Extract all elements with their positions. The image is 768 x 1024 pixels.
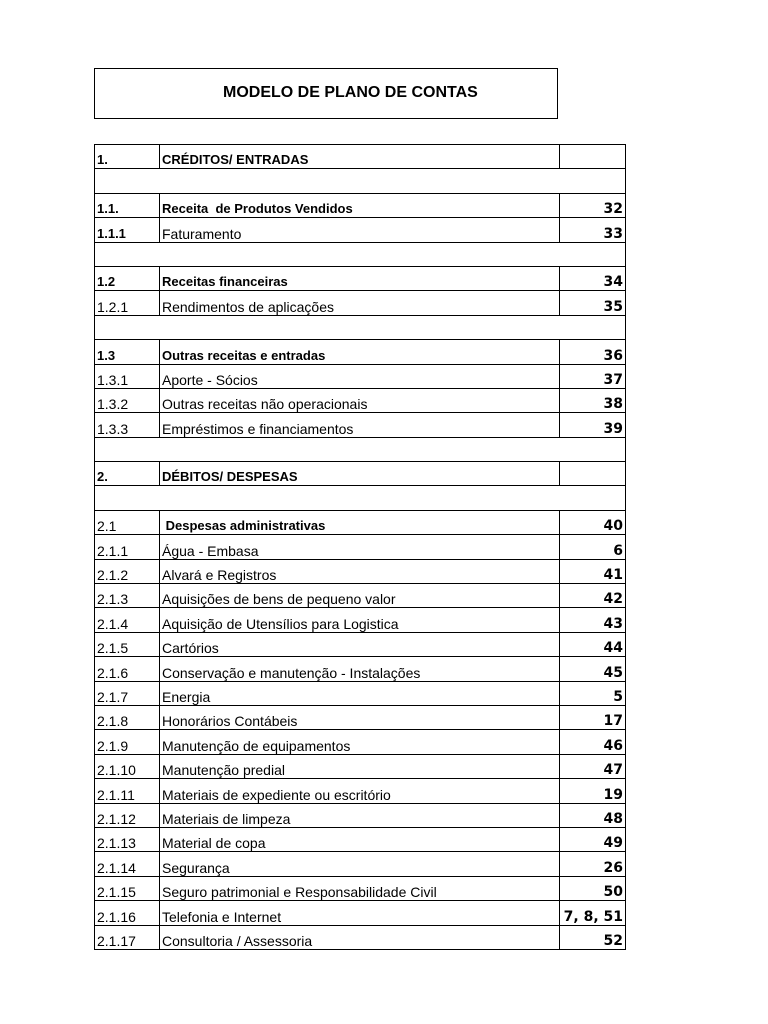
- account-reference: [560, 462, 626, 486]
- account-code: [95, 437, 160, 461]
- accounts-table-body: [95, 145, 626, 950]
- account-code: 2.1.12: [95, 803, 160, 827]
- spacer-row: [95, 486, 626, 510]
- account-reference: 7, 8, 51: [560, 901, 626, 925]
- account-row: [95, 388, 626, 412]
- account-name: Manutenção predial: [160, 754, 560, 778]
- account-row: [95, 779, 626, 803]
- account-row: [95, 657, 626, 681]
- account-name: Telefonia e Internet: [160, 901, 560, 925]
- account-reference: 40: [560, 510, 626, 534]
- account-reference: 38: [560, 388, 626, 412]
- account-row: [95, 510, 626, 534]
- account-code: 2.1: [95, 510, 160, 534]
- spacer-row: [95, 169, 626, 193]
- account-code: [95, 315, 160, 339]
- account-name: Outras receitas não operacionais: [160, 388, 560, 412]
- spacer-row: [95, 242, 626, 266]
- account-reference: 43: [560, 608, 626, 632]
- account-code: 2.1.4: [95, 608, 160, 632]
- account-name: [160, 315, 560, 339]
- chart-of-accounts-table: [94, 144, 626, 950]
- account-code: 1.3.3: [95, 413, 160, 437]
- account-row: [95, 584, 626, 608]
- account-reference: 19: [560, 779, 626, 803]
- account-code: 1.3.1: [95, 364, 160, 388]
- spacer-row: [95, 437, 626, 461]
- title-box: [94, 68, 558, 119]
- account-code: 1.1.1: [95, 218, 160, 242]
- account-reference: 32: [560, 193, 626, 217]
- account-reference: 46: [560, 730, 626, 754]
- account-code: 2.1.3: [95, 584, 160, 608]
- account-code: 2.1.5: [95, 632, 160, 656]
- account-row: [95, 193, 626, 217]
- account-reference: [560, 145, 626, 169]
- account-name: Aporte - Sócios: [160, 364, 560, 388]
- account-reference: 6: [560, 535, 626, 559]
- account-reference: 36: [560, 340, 626, 364]
- account-code: 2.1.15: [95, 876, 160, 900]
- account-code: 2.1.9: [95, 730, 160, 754]
- account-reference: 26: [560, 852, 626, 876]
- account-reference: 37: [560, 364, 626, 388]
- account-name: Rendimentos de aplicações: [160, 291, 560, 315]
- account-code: 1.3.2: [95, 388, 160, 412]
- account-reference: 49: [560, 827, 626, 851]
- account-row: [95, 632, 626, 656]
- account-code: 2.1.17: [95, 925, 160, 949]
- account-code: 1.2: [95, 266, 160, 290]
- account-row: [95, 681, 626, 705]
- account-reference: [560, 315, 626, 339]
- account-code: 2.1.8: [95, 705, 160, 729]
- account-reference: 52: [560, 925, 626, 949]
- account-row: [95, 754, 626, 778]
- account-name: [160, 486, 560, 510]
- account-reference: [560, 437, 626, 461]
- account-code: 2.1.13: [95, 827, 160, 851]
- account-code: 1.1.: [95, 193, 160, 217]
- account-row: [95, 608, 626, 632]
- account-reference: 33: [560, 218, 626, 242]
- account-reference: 45: [560, 657, 626, 681]
- account-reference: [560, 242, 626, 266]
- account-code: 2.1.14: [95, 852, 160, 876]
- account-row: [95, 145, 626, 169]
- account-reference: 48: [560, 803, 626, 827]
- account-reference: 41: [560, 559, 626, 583]
- account-name: Despesas administrativas: [160, 510, 560, 534]
- account-name: Seguro patrimonial e Responsabilidade Civil: [160, 876, 560, 900]
- account-reference: 34: [560, 266, 626, 290]
- account-name: Aquisições de bens de pequeno valor: [160, 584, 560, 608]
- account-name: [160, 437, 560, 461]
- account-name: [160, 242, 560, 266]
- account-name: Faturamento: [160, 218, 560, 242]
- account-code: 2.1.2: [95, 559, 160, 583]
- account-name: Honorários Contábeis: [160, 705, 560, 729]
- account-name: Água - Embasa: [160, 535, 560, 559]
- account-name: Outras receitas e entradas: [160, 340, 560, 364]
- account-row: [95, 559, 626, 583]
- account-name: Cartórios: [160, 632, 560, 656]
- account-reference: 39: [560, 413, 626, 437]
- account-name: DÉBITOS/ DESPESAS: [160, 462, 560, 486]
- account-name: Aquisição de Utensílios para Logistica: [160, 608, 560, 632]
- account-row: [95, 730, 626, 754]
- account-reference: 42: [560, 584, 626, 608]
- account-reference: 17: [560, 705, 626, 729]
- account-reference: 5: [560, 681, 626, 705]
- account-code: [95, 486, 160, 510]
- account-name: CRÉDITOS/ ENTRADAS: [160, 145, 560, 169]
- document-title: MODELO DE PLANO DE CONTAS: [223, 84, 478, 101]
- account-code: 2.1.7: [95, 681, 160, 705]
- account-code: [95, 169, 160, 193]
- account-name: Conservação e manutenção - Instalações: [160, 657, 560, 681]
- account-name: Energia: [160, 681, 560, 705]
- account-row: [95, 803, 626, 827]
- account-row: [95, 535, 626, 559]
- account-name: Materiais de limpeza: [160, 803, 560, 827]
- account-row: [95, 925, 626, 949]
- account-name: Empréstimos e financiamentos: [160, 413, 560, 437]
- account-name: Material de copa: [160, 827, 560, 851]
- account-row: [95, 827, 626, 851]
- account-reference: [560, 486, 626, 510]
- account-reference: 47: [560, 754, 626, 778]
- account-code: 2.1.16: [95, 901, 160, 925]
- account-code: 2.: [95, 462, 160, 486]
- account-row: [95, 876, 626, 900]
- account-name: [160, 169, 560, 193]
- account-code: 1.: [95, 145, 160, 169]
- account-row: [95, 340, 626, 364]
- account-code: 1.2.1: [95, 291, 160, 315]
- account-code: 2.1.1: [95, 535, 160, 559]
- account-name: Segurança: [160, 852, 560, 876]
- account-reference: 44: [560, 632, 626, 656]
- account-name: Receita de Produtos Vendidos: [160, 193, 560, 217]
- account-reference: [560, 169, 626, 193]
- account-row: [95, 218, 626, 242]
- account-code: [95, 242, 160, 266]
- account-row: [95, 901, 626, 925]
- spacer-row: [95, 315, 626, 339]
- account-code: 1.3: [95, 340, 160, 364]
- account-code: 2.1.6: [95, 657, 160, 681]
- account-code: 2.1.11: [95, 779, 160, 803]
- account-name: Receitas financeiras: [160, 266, 560, 290]
- account-reference: 50: [560, 876, 626, 900]
- account-row: [95, 462, 626, 486]
- account-reference: 35: [560, 291, 626, 315]
- account-row: [95, 364, 626, 388]
- account-row: [95, 705, 626, 729]
- account-name: Alvará e Registros: [160, 559, 560, 583]
- account-row: [95, 266, 626, 290]
- account-row: [95, 291, 626, 315]
- account-name: Consultoria / Assessoria: [160, 925, 560, 949]
- account-name: Materiais de expediente ou escritório: [160, 779, 560, 803]
- account-row: [95, 413, 626, 437]
- account-row: [95, 852, 626, 876]
- account-name: Manutenção de equipamentos: [160, 730, 560, 754]
- account-code: 2.1.10: [95, 754, 160, 778]
